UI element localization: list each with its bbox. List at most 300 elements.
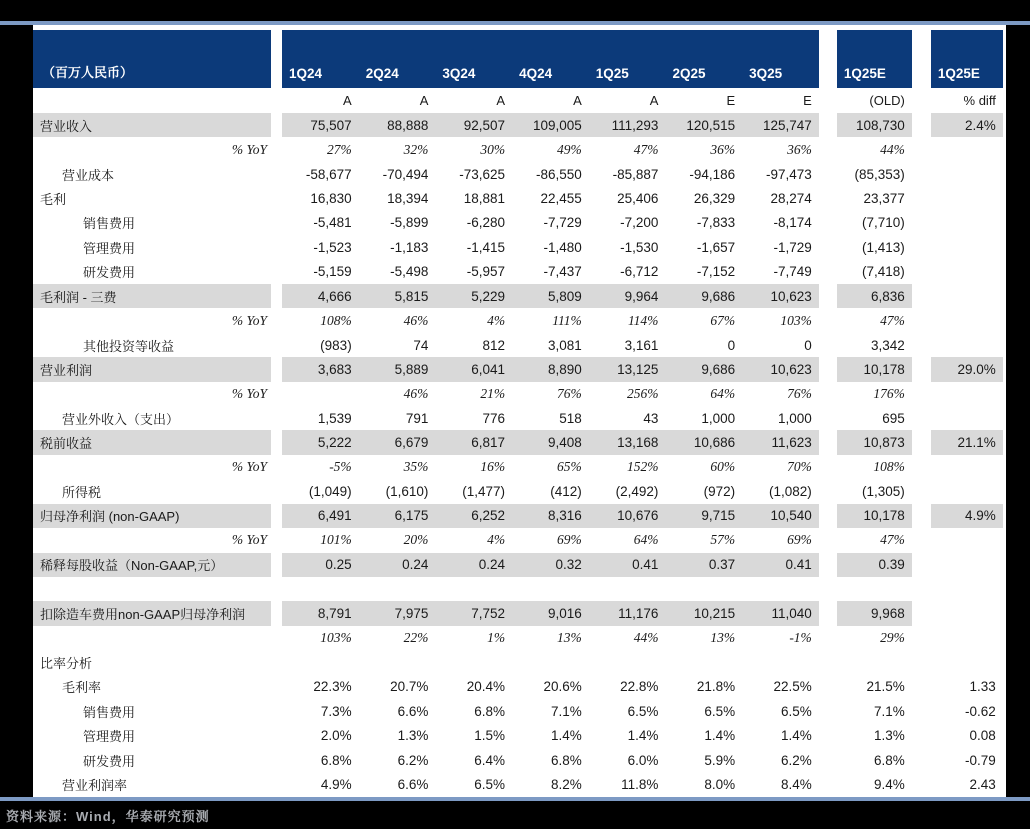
cell-old-estimate: 47% bbox=[880, 312, 905, 328]
cell-4q24: 9,016 bbox=[512, 601, 589, 625]
cell-1q24 bbox=[282, 577, 359, 601]
cell-3q24: -6,280 bbox=[466, 215, 506, 231]
cell-1q25: (2,492) bbox=[615, 484, 659, 500]
table-row bbox=[33, 675, 1004, 699]
row-gap bbox=[819, 528, 837, 552]
cell-old-estimate: 9.4% bbox=[874, 777, 905, 793]
cell-3q24: 30% bbox=[480, 141, 506, 157]
cell-3q24: 6.5% bbox=[474, 777, 506, 793]
subheader-flag: E bbox=[726, 93, 736, 108]
row-label: 管理费用 bbox=[83, 729, 136, 745]
row-gap bbox=[271, 577, 282, 601]
cell-2q24: 6,679 bbox=[359, 430, 436, 454]
cell-1q24: 6.8% bbox=[320, 752, 352, 768]
cell-2q25: 21.8% bbox=[696, 679, 736, 695]
cell-3q25: 0 bbox=[804, 337, 812, 353]
cell-2q25: 60% bbox=[710, 459, 736, 475]
cell-3q25: 69% bbox=[787, 532, 812, 548]
row-gap bbox=[271, 333, 282, 357]
cell-1q24 bbox=[282, 650, 359, 674]
col-header-1q25e-diff: 1Q25E bbox=[931, 30, 1003, 88]
cell-2q25: -94,186 bbox=[689, 166, 736, 182]
cell-3q25: 76% bbox=[787, 385, 812, 401]
row-gap bbox=[271, 675, 282, 699]
cell-3q25 bbox=[742, 650, 819, 674]
cell-percent-diff bbox=[931, 284, 1003, 308]
row-gap bbox=[912, 455, 931, 479]
cell-1q25 bbox=[589, 577, 666, 601]
subheader-flag: A bbox=[496, 93, 506, 108]
cell-1q25: 6.5% bbox=[627, 703, 659, 719]
cell-2q24: 88,888 bbox=[359, 113, 436, 137]
cell-4q24: 8,890 bbox=[512, 357, 589, 381]
cell-1q25: 44% bbox=[633, 630, 659, 646]
cell-2q24: 6.6% bbox=[397, 777, 429, 793]
cell-3q24: 6,817 bbox=[435, 430, 512, 454]
cell-percent-diff bbox=[931, 406, 1003, 430]
cell-2q25: 9,715 bbox=[665, 504, 742, 528]
row-label: 研发费用 bbox=[83, 753, 136, 769]
cell-2q25: 9,686 bbox=[665, 357, 742, 381]
cell-old-estimate: 108,730 bbox=[837, 113, 912, 137]
row-gap bbox=[912, 504, 931, 528]
table-row bbox=[33, 235, 1004, 259]
row-gap bbox=[271, 601, 282, 625]
cell-1q25: -85,887 bbox=[612, 166, 659, 182]
row-gap bbox=[912, 333, 931, 357]
row-gap bbox=[819, 626, 837, 650]
cell-percent-diff: 0.08 bbox=[969, 728, 996, 744]
row-label: 所得税 bbox=[62, 485, 102, 501]
cell-2q24: 7,975 bbox=[359, 601, 436, 625]
table-row bbox=[33, 260, 1004, 284]
source-note: 资料来源：Wind，华泰研究预测 bbox=[6, 809, 210, 824]
cell-3q24: 1.5% bbox=[474, 728, 506, 744]
row-gap bbox=[271, 382, 282, 406]
cell-2q24: 0.24 bbox=[359, 553, 436, 577]
cell-2q24: 46% bbox=[403, 312, 429, 328]
cell-4q24 bbox=[512, 650, 589, 674]
table-row bbox=[33, 724, 1004, 748]
row-gap bbox=[271, 772, 282, 796]
cell-3q24: 18,881 bbox=[463, 190, 506, 206]
table-row bbox=[33, 162, 1004, 186]
cell-1q25: 9,964 bbox=[589, 284, 666, 308]
row-gap bbox=[271, 211, 282, 235]
row-gap bbox=[819, 748, 837, 772]
subheader-flag: A bbox=[649, 93, 659, 108]
subheader-gap bbox=[912, 88, 931, 113]
cell-1q24: 101% bbox=[320, 532, 352, 548]
row-gap bbox=[912, 748, 931, 772]
cell-2q24: 32% bbox=[403, 141, 429, 157]
subheader-flag: A bbox=[419, 93, 429, 108]
cell-1q25: 43 bbox=[643, 410, 659, 426]
row-label: % YoY bbox=[231, 532, 267, 548]
cell-old-estimate: 6,836 bbox=[837, 284, 912, 308]
cell-1q24: 27% bbox=[326, 141, 352, 157]
table-row bbox=[33, 430, 1004, 454]
row-gap bbox=[819, 357, 837, 381]
row-gap bbox=[912, 479, 931, 503]
cell-4q24: 0.32 bbox=[512, 553, 589, 577]
row-gap bbox=[819, 260, 837, 284]
cell-percent-diff: -0.79 bbox=[965, 752, 996, 768]
cell-old-estimate: 10,873 bbox=[837, 430, 912, 454]
table-row bbox=[33, 455, 1004, 479]
cell-1q25: 256% bbox=[626, 385, 659, 401]
cell-2q25: 8.0% bbox=[704, 777, 736, 793]
cell-percent-diff bbox=[931, 211, 1003, 235]
cell-2q25: 13% bbox=[710, 630, 736, 646]
cell-1q25: 1.4% bbox=[627, 728, 659, 744]
row-label: % YoY bbox=[231, 459, 267, 475]
cell-1q25: 25,406 bbox=[617, 190, 659, 206]
cell-2q25: 120,515 bbox=[665, 113, 742, 137]
cell-3q24: 6,041 bbox=[435, 357, 512, 381]
row-gap bbox=[271, 553, 282, 577]
cell-1q24 bbox=[282, 382, 359, 406]
row-gap bbox=[912, 382, 931, 406]
row-gap bbox=[819, 162, 837, 186]
header-gap bbox=[819, 30, 837, 88]
cell-1q24: -5,481 bbox=[313, 215, 352, 231]
cell-percent-diff bbox=[931, 626, 1003, 650]
cell-3q24: 92,507 bbox=[435, 113, 512, 137]
row-gap bbox=[271, 479, 282, 503]
cell-1q24: (1,049) bbox=[308, 484, 352, 500]
cell-old-estimate: 176% bbox=[873, 385, 905, 401]
row-gap bbox=[819, 699, 837, 723]
cell-2q24 bbox=[359, 577, 436, 601]
header-gap bbox=[912, 30, 931, 88]
row-label: 比率分析 bbox=[40, 655, 93, 671]
row-label: 销售费用 bbox=[83, 704, 136, 720]
cell-1q25: 47% bbox=[633, 141, 659, 157]
cell-3q24: 812 bbox=[482, 337, 506, 353]
cell-4q24: 76% bbox=[557, 385, 582, 401]
cell-1q24: 2.0% bbox=[320, 728, 352, 744]
cell-2q25: -1,657 bbox=[696, 239, 736, 255]
cell-percent-diff: -0.62 bbox=[965, 703, 996, 719]
row-gap bbox=[912, 137, 931, 161]
row-gap bbox=[271, 284, 282, 308]
cell-percent-diff: 21.1% bbox=[931, 430, 1003, 454]
cell-old-estimate: (7,710) bbox=[862, 215, 905, 231]
row-gap bbox=[819, 650, 837, 674]
cell-2q25: 36% bbox=[710, 141, 736, 157]
row-gap bbox=[912, 235, 931, 259]
cell-1q25: 11.8% bbox=[621, 777, 659, 793]
cell-old-estimate: 21.5% bbox=[866, 679, 905, 695]
cell-4q24: 65% bbox=[557, 459, 582, 475]
table-row bbox=[33, 772, 1004, 796]
cell-1q24: 8,791 bbox=[282, 601, 359, 625]
cell-1q24: 4,666 bbox=[282, 284, 359, 308]
cell-3q25: (1,082) bbox=[769, 484, 812, 500]
row-gap bbox=[912, 577, 931, 601]
row-label: 扣除造车费用non-GAAP归母净利润 bbox=[33, 601, 271, 625]
row-gap bbox=[819, 382, 837, 406]
cell-3q24: 20.4% bbox=[466, 679, 506, 695]
row-gap bbox=[271, 308, 282, 332]
cell-4q24: 20.6% bbox=[543, 679, 582, 695]
cell-4q24: 109,005 bbox=[512, 113, 589, 137]
table-row bbox=[33, 382, 1004, 406]
row-label: % YoY bbox=[231, 141, 267, 157]
cell-percent-diff bbox=[931, 137, 1003, 161]
cell-2q24: (1,610) bbox=[385, 484, 429, 500]
subheader-old: (OLD) bbox=[869, 93, 905, 108]
row-gap bbox=[819, 553, 837, 577]
row-gap bbox=[271, 235, 282, 259]
cell-3q24: -73,625 bbox=[459, 166, 506, 182]
row-gap bbox=[271, 260, 282, 284]
cell-2q24: 6.2% bbox=[397, 752, 429, 768]
cell-percent-diff bbox=[931, 382, 1003, 406]
row-gap bbox=[912, 406, 931, 430]
cell-3q25 bbox=[742, 577, 819, 601]
row-gap bbox=[912, 260, 931, 284]
cell-3q24: (1,477) bbox=[462, 484, 506, 500]
col-header-2q25: 2Q25 bbox=[665, 30, 742, 88]
cell-1q24: 103% bbox=[320, 630, 352, 646]
cell-4q24: 22,455 bbox=[540, 190, 582, 206]
cell-2q24: 74 bbox=[413, 337, 429, 353]
cell-3q25: 70% bbox=[787, 459, 812, 475]
row-gap bbox=[819, 186, 837, 210]
table-row bbox=[33, 186, 1004, 210]
cell-2q24: -1,183 bbox=[390, 239, 429, 255]
cell-2q24: -5,899 bbox=[390, 215, 429, 231]
row-label: 毛利润 - 三费 bbox=[33, 284, 271, 308]
table-row bbox=[33, 479, 1004, 503]
cell-2q24: 20% bbox=[403, 532, 429, 548]
cell-1q25: 13,168 bbox=[589, 430, 666, 454]
cell-4q24: 518 bbox=[559, 410, 582, 426]
row-gap bbox=[819, 333, 837, 357]
cell-2q25: 9,686 bbox=[665, 284, 742, 308]
subheader-gap bbox=[271, 88, 282, 113]
cell-3q25: 6.5% bbox=[781, 703, 812, 719]
cell-2q24: 6.6% bbox=[397, 703, 429, 719]
table-row bbox=[33, 626, 1004, 650]
row-label: 毛利率 bbox=[62, 680, 102, 696]
row-gap bbox=[912, 724, 931, 748]
row-gap bbox=[819, 308, 837, 332]
cell-percent-diff: 2.43 bbox=[969, 777, 996, 793]
cell-old-estimate: 0.39 bbox=[837, 553, 912, 577]
table-row bbox=[33, 406, 1004, 430]
cell-3q25: -97,473 bbox=[766, 166, 812, 182]
cell-1q25: 0.41 bbox=[589, 553, 666, 577]
cell-2q24: 6,175 bbox=[359, 504, 436, 528]
cell-4q24: 49% bbox=[557, 141, 582, 157]
cell-3q25: -1% bbox=[789, 630, 812, 646]
row-gap bbox=[912, 186, 931, 210]
subheader-empty bbox=[33, 88, 271, 113]
row-gap bbox=[912, 675, 931, 699]
cell-2q25: 1,000 bbox=[701, 410, 736, 426]
table-row bbox=[33, 699, 1004, 723]
cell-4q24 bbox=[512, 577, 589, 601]
row-gap bbox=[912, 162, 931, 186]
cell-old-estimate: 1.3% bbox=[874, 728, 905, 744]
cell-4q24: 6.8% bbox=[550, 752, 582, 768]
table-header-row bbox=[33, 30, 1004, 88]
cell-1q25: 11,176 bbox=[589, 601, 666, 625]
cell-1q25: -7,200 bbox=[620, 215, 659, 231]
cell-old-estimate: (1,413) bbox=[862, 239, 905, 255]
table-row bbox=[33, 308, 1004, 332]
row-gap bbox=[912, 772, 931, 796]
col-header-3q25: 3Q25 bbox=[742, 30, 819, 88]
table-subheader-row bbox=[33, 88, 1004, 113]
row-gap bbox=[819, 601, 837, 625]
cell-3q25: -1,729 bbox=[773, 239, 812, 255]
cell-2q25: (972) bbox=[703, 484, 736, 500]
row-label: 销售费用 bbox=[83, 216, 136, 232]
row-gap bbox=[271, 162, 282, 186]
cell-3q24: 1% bbox=[487, 630, 506, 646]
table-row bbox=[33, 577, 1004, 601]
table-body bbox=[33, 113, 1006, 797]
cell-4q24: 69% bbox=[557, 532, 582, 548]
cell-1q24: 3,683 bbox=[282, 357, 359, 381]
cell-old-estimate: 44% bbox=[880, 141, 905, 157]
cell-4q24: -1,480 bbox=[543, 239, 582, 255]
cell-2q24: -5,498 bbox=[390, 264, 429, 280]
cell-1q24: -58,677 bbox=[305, 166, 352, 182]
row-gap bbox=[912, 211, 931, 235]
row-label: 营业利润率 bbox=[62, 778, 128, 794]
row-gap bbox=[912, 357, 931, 381]
cell-percent-diff bbox=[931, 553, 1003, 577]
cell-4q24: 8.2% bbox=[550, 777, 582, 793]
row-gap bbox=[271, 650, 282, 674]
col-header-3q24: 3Q24 bbox=[435, 30, 512, 88]
row-gap bbox=[819, 406, 837, 430]
row-gap bbox=[271, 406, 282, 430]
row-gap bbox=[819, 504, 837, 528]
table-row bbox=[33, 357, 1004, 381]
row-label: 税前收益 bbox=[33, 430, 271, 454]
cell-3q24 bbox=[435, 577, 512, 601]
cell-percent-diff bbox=[931, 528, 1003, 552]
row-label: % YoY bbox=[231, 385, 267, 401]
cell-1q24: 16,830 bbox=[310, 190, 352, 206]
cell-2q24: 22% bbox=[403, 630, 429, 646]
subheader-flag: E bbox=[803, 93, 812, 108]
cell-old-estimate: 7.1% bbox=[874, 703, 905, 719]
cell-3q25: -7,749 bbox=[773, 264, 812, 280]
row-gap bbox=[912, 626, 931, 650]
row-label: 稀释每股收益（Non-GAAP,元） bbox=[33, 553, 271, 577]
table-row bbox=[33, 284, 1004, 308]
cell-old-estimate: 47% bbox=[880, 532, 905, 548]
cell-3q25: 22.5% bbox=[773, 679, 812, 695]
cell-1q24: 0.25 bbox=[282, 553, 359, 577]
table-row bbox=[33, 528, 1004, 552]
cell-old-estimate: (85,353) bbox=[854, 166, 905, 182]
row-gap bbox=[819, 430, 837, 454]
row-gap bbox=[912, 650, 931, 674]
cell-old-estimate bbox=[837, 650, 912, 674]
cell-1q24: 4.9% bbox=[320, 777, 352, 793]
cell-3q24: 6.8% bbox=[474, 703, 506, 719]
row-gap bbox=[912, 284, 931, 308]
cell-1q25: -1,530 bbox=[620, 239, 659, 255]
cell-2q24: -70,494 bbox=[382, 166, 429, 182]
cell-3q25: 103% bbox=[780, 312, 812, 328]
subheader-flag: A bbox=[573, 93, 582, 108]
cell-2q25: 0.37 bbox=[665, 553, 742, 577]
row-label: 其他投资等收益 bbox=[83, 338, 175, 354]
cell-1q24: -5% bbox=[329, 459, 352, 475]
row-gap bbox=[819, 211, 837, 235]
col-header-1q25: 1Q25 bbox=[589, 30, 666, 88]
cell-percent-diff bbox=[931, 260, 1003, 284]
cell-2q24: 1.3% bbox=[397, 728, 429, 744]
table-panel bbox=[33, 25, 1006, 797]
cell-3q24 bbox=[435, 650, 512, 674]
cell-2q25: 10,215 bbox=[665, 601, 742, 625]
row-label: 营业收入 bbox=[33, 113, 271, 137]
cell-2q24: 46% bbox=[403, 385, 429, 401]
cell-percent-diff bbox=[931, 650, 1003, 674]
col-header-4q24: 4Q24 bbox=[512, 30, 589, 88]
cell-1q25: 6.0% bbox=[627, 752, 659, 768]
cell-1q25: 64% bbox=[633, 532, 659, 548]
cell-4q24: 8,316 bbox=[512, 504, 589, 528]
cell-2q24: 791 bbox=[405, 410, 429, 426]
cell-percent-diff: 4.9% bbox=[931, 504, 1003, 528]
row-gap bbox=[819, 113, 837, 137]
row-gap bbox=[819, 479, 837, 503]
col-header-2q24: 2Q24 bbox=[359, 30, 436, 88]
row-gap bbox=[819, 137, 837, 161]
row-label bbox=[33, 577, 271, 601]
table-row bbox=[33, 113, 1004, 137]
cell-1q25: -6,712 bbox=[620, 264, 659, 280]
table-row bbox=[33, 137, 1004, 161]
cell-percent-diff bbox=[931, 601, 1003, 625]
row-label: 毛利 bbox=[40, 191, 67, 207]
cell-2q25: 5.9% bbox=[704, 752, 736, 768]
cell-1q24: 108% bbox=[320, 312, 352, 328]
cell-percent-diff bbox=[931, 186, 1003, 210]
row-label: % YoY bbox=[231, 312, 267, 328]
cell-2q25: 1.4% bbox=[704, 728, 736, 744]
row-gap bbox=[819, 724, 837, 748]
cell-3q25: 6.2% bbox=[781, 752, 812, 768]
cell-3q24: -5,957 bbox=[466, 264, 506, 280]
row-gap bbox=[819, 577, 837, 601]
row-gap bbox=[819, 772, 837, 796]
cell-4q24: -7,437 bbox=[543, 264, 582, 280]
row-gap bbox=[912, 430, 931, 454]
cell-1q25: 114% bbox=[627, 312, 659, 328]
unit-label: （百万人民币） bbox=[33, 30, 271, 88]
cell-3q24: 4% bbox=[487, 532, 506, 548]
row-gap bbox=[271, 455, 282, 479]
table-row bbox=[33, 504, 1004, 528]
cell-2q25: -7,833 bbox=[696, 215, 736, 231]
row-gap bbox=[819, 455, 837, 479]
cell-2q25: 67% bbox=[710, 312, 736, 328]
cell-1q24: 75,507 bbox=[282, 113, 359, 137]
cell-1q24: 22.3% bbox=[313, 679, 352, 695]
